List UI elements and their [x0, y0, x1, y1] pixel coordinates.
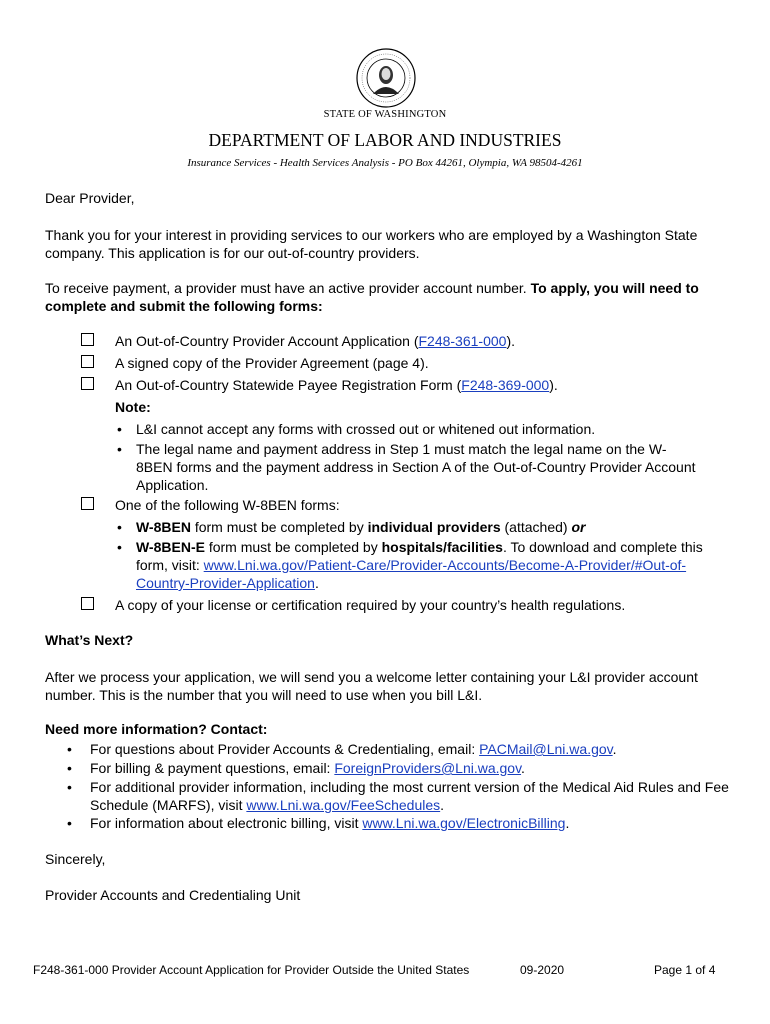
link-foreign-providers-email[interactable]: ForeignProviders@Lni.wa.gov	[334, 760, 522, 776]
payment-text: To receive payment, a provider must have an active provider account number.	[45, 280, 531, 296]
whats-next-paragraph: After we process your application, we will send you a welcome letter containing your L&I provider account number. This is the number that you will need to use when you bill L&I.	[45, 669, 698, 703]
contact-item-fee-schedules	[67, 778, 732, 814]
greeting: Dear Provider,	[45, 190, 135, 206]
form-item-text: An Out-of-Country Statewide Payee Registration Form (	[115, 377, 462, 393]
w8ben-individual-text	[136, 518, 737, 536]
bullet-dot: •	[67, 815, 72, 831]
department-address: Insurance Services - Health Services Analysis - PO Box 44261, Olympia, WA 98504-4261	[187, 157, 583, 169]
payment-paragraph	[45, 279, 735, 315]
text: For additional provider information, including the most current version of the Medical Aid Rules and Fee Schedule (MARFS), visit	[90, 779, 729, 813]
text: .	[521, 760, 525, 776]
footer-date: 09-2020	[520, 963, 565, 977]
w8ben-bullet-facilities	[117, 538, 729, 592]
whats-next-heading: What’s Next?	[45, 632, 134, 648]
checkbox-provider-application[interactable]	[81, 333, 94, 346]
w8ben-bullet-individual	[117, 518, 737, 536]
bullet-dot: •	[67, 779, 72, 795]
w8bene-facilities-text	[136, 538, 729, 592]
link-f248-369-000[interactable]: F248-369-000	[461, 377, 550, 393]
text: form must be completed by	[204, 539, 382, 555]
contact-item-pacmail	[67, 740, 737, 758]
contact-text	[90, 814, 737, 832]
hospitals-facilities: hospitals/facilities	[381, 539, 503, 555]
text: .	[314, 575, 319, 591]
intro-paragraph: Thank you for your interest in providing services to our workers who are employed by a Washington State company. This application is for our out-of-country providers.	[45, 227, 698, 261]
form-item-text: An Out-of-Country Provider Account Application (	[115, 333, 419, 349]
footer-page-number: Page 1 of 4	[654, 963, 716, 977]
or-text: or	[571, 519, 586, 535]
contact-item-electronic-billing	[67, 814, 737, 832]
contact-text	[90, 759, 737, 777]
washington-state-seal-logo	[356, 48, 416, 108]
text: .	[440, 797, 445, 813]
bullet-dot: •	[117, 519, 122, 535]
note-text: The legal name and payment address in Step 1 must match the legal name on the W-8BEN forms and the payment address in Section A of the Out-of-Country Provider Account Application.	[136, 441, 696, 493]
form-item-text-end: ).	[549, 377, 558, 393]
text: (attached)	[500, 519, 572, 535]
form-item-provider-application	[115, 332, 735, 350]
checkbox-provider-agreement[interactable]	[81, 355, 94, 368]
note-bullet-2	[117, 440, 702, 494]
note-text: L&I cannot accept any forms with crossed out or whitened out information.	[136, 421, 596, 437]
bullet-dot: •	[67, 741, 72, 757]
department-title: DEPARTMENT OF LABOR AND INDUSTRIES	[208, 130, 562, 150]
individual-providers: individual providers	[367, 519, 501, 535]
link-pacmail-email[interactable]: PACMail@Lni.wa.gov	[479, 741, 613, 757]
closing: Sincerely,	[45, 851, 106, 867]
contact-item-foreign-providers	[67, 759, 737, 777]
form-item-license-copy: A copy of your license or certification required by your country’s health regulations.	[115, 597, 626, 613]
checkbox-license-copy[interactable]	[81, 597, 94, 610]
link-become-a-provider[interactable]: www.Lni.wa.gov/Patient-Care/Provider-Accounts/Become-A-Provider/#Out-of-Country-Provider-Application	[136, 557, 687, 591]
w8ben-form-name: W-8BEN	[136, 519, 191, 535]
checkbox-payee-registration[interactable]	[81, 377, 94, 390]
contact-heading: Need more information? Contact:	[45, 721, 268, 737]
footer-form-title: F248-361-000 Provider Account Application for Provider Outside the United States	[33, 963, 470, 977]
link-electronic-billing[interactable]: www.Lni.wa.gov/ElectronicBilling	[362, 815, 566, 831]
w8bene-form-name: W-8BEN-E	[136, 539, 205, 555]
contact-text	[90, 740, 737, 758]
link-f248-361-000[interactable]: F248-361-000	[418, 333, 507, 349]
form-item-payee-registration	[115, 376, 735, 394]
text: form must be completed by	[190, 519, 368, 535]
text: .	[565, 815, 570, 831]
note-bullet-1	[117, 420, 737, 438]
state-name: STATE OF WASHINGTON	[323, 109, 447, 120]
bullet-dot: •	[117, 421, 122, 437]
bullet-dot: •	[117, 441, 122, 457]
text: .	[612, 741, 617, 757]
form-item-text-end: ).	[506, 333, 515, 349]
form-item-provider-agreement: A signed copy of the Provider Agreement (page 4).	[115, 355, 429, 371]
payment-bold-text: To apply, you will need to complete and submit the following forms:	[45, 280, 699, 314]
note-label: Note:	[115, 399, 151, 415]
text: For information about electronic billing, visit	[90, 815, 363, 831]
text: For questions about Provider Accounts & Credentialing, email:	[90, 741, 480, 757]
bullet-dot: •	[117, 539, 122, 555]
text: . To download and complete this form, visit:	[136, 539, 703, 573]
form-item-w8ben: One of the following W-8BEN forms:	[115, 497, 340, 513]
link-fee-schedules[interactable]: www.Lni.wa.gov/FeeSchedules	[246, 797, 441, 813]
checkbox-w8ben[interactable]	[81, 497, 94, 510]
signature: Provider Accounts and Credentialing Unit	[45, 887, 301, 903]
text: For billing & payment questions, email:	[90, 760, 335, 776]
contact-text	[90, 778, 732, 814]
bullet-dot: •	[67, 760, 72, 776]
